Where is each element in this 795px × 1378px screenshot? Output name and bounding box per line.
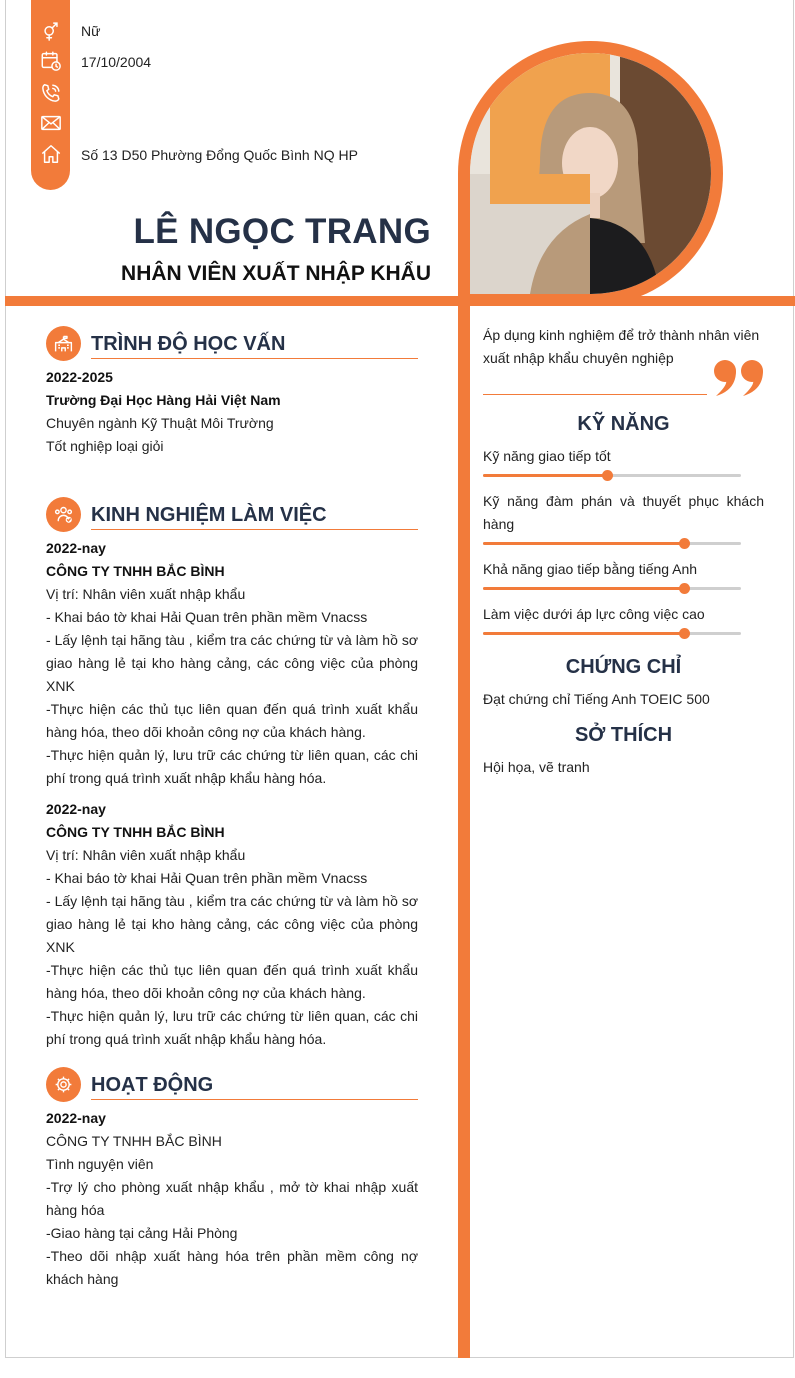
job-1-company: CÔNG TY TNHH BẮC BÌNH: [46, 563, 225, 579]
skill-label: Khả năng giao tiếp bằng tiếng Anh: [483, 561, 698, 577]
calendar-icon: [40, 50, 62, 72]
hobby-item: Hội họa, vẽ tranh: [483, 759, 590, 775]
job-2-duty: - Lấy lệnh tại hãng tàu , kiểm tra các chứng từ và làm hồ sơ giao hàng lẻ tại kho hàng cảng, các công việc của phòng XNK: [46, 893, 418, 955]
education-major: Chuyên ngành Kỹ Thuật Môi Trường: [46, 415, 274, 431]
education-title: TRÌNH ĐỘ HỌC VẤN: [91, 333, 286, 355]
skill-bar: [483, 542, 741, 545]
job-2-period: 2022-nay: [46, 801, 106, 817]
hobbies-title: SỞ THÍCH: [574, 724, 673, 746]
candidate-name: LÊ NGỌC TRANG: [133, 212, 431, 251]
skill-bar: [483, 587, 741, 590]
email-icon: [40, 112, 62, 134]
activity-task: -Trợ lý cho phòng xuất nhập khẩu , mở tờ khai nhập xuất hàng hóa: [46, 1179, 418, 1218]
school-icon: [46, 326, 81, 361]
vertical-divider: [458, 296, 470, 1358]
activities-title: HOẠT ĐỘNG: [91, 1074, 214, 1096]
job-2-duty: -Thực hiện quản lý, lưu trữ các chứng từ liên quan, các chi phí trong quá trình xuất nhập khẩu hàng hóa.: [46, 1008, 418, 1047]
job-2-duty: -Thực hiện các thủ tục liên quan đến quá trình xuất khẩu hàng hóa, theo dõi khoản công nợ của khách hàng.: [46, 962, 418, 1001]
job-title: NHÂN VIÊN XUẤT NHẬP KHẨU: [121, 262, 431, 285]
home-icon: [40, 143, 62, 165]
job-1-duty: -Thực hiện các thủ tục liên quan đến quá trình xuất khẩu hàng hóa, theo dõi khoản công nợ của khách hàng.: [46, 701, 418, 740]
skill-bar: [483, 632, 741, 635]
education-header: [46, 326, 418, 362]
birthday-value: 17/10/2004: [81, 54, 152, 70]
horizontal-divider: [5, 296, 795, 306]
activity-task: -Giao hàng tại cảng Hải Phòng: [46, 1225, 238, 1241]
skill-label: Kỹ năng đàm phán và thuyết phục khách hàng: [483, 493, 764, 532]
activity-period: 2022-nay: [46, 1110, 106, 1126]
skill-bar: [483, 474, 741, 477]
phone-icon: [40, 82, 62, 104]
activity-role: Tình nguyện viên: [46, 1156, 154, 1172]
quote-icon: [712, 352, 766, 398]
education-school: Trường Đại Học Hàng Hải Việt Nam: [46, 392, 281, 408]
education-period: 2022-2025: [46, 369, 113, 385]
career-objective: Áp dụng kinh nghiệm để trở thành nhân viên xuất nhập khẩu chuyên nghiệp: [483, 327, 760, 366]
certificates-title: CHỨNG CHỈ: [565, 656, 682, 678]
education-result: Tốt nghiệp loại giỏi: [46, 438, 164, 454]
job-1-position: Vị trí: Nhân viên xuất nhập khẩu: [46, 586, 246, 602]
gear-icon: [46, 1067, 81, 1102]
activity-task: -Theo dõi nhập xuất hàng hóa trên phần mềm công nợ khách hàng: [46, 1248, 418, 1287]
gender-icon: [40, 19, 62, 41]
job-2-company: CÔNG TY TNHH BẮC BÌNH: [46, 824, 225, 840]
skill-label: Kỹ năng giao tiếp tốt: [483, 448, 611, 464]
job-2-position: Vị trí: Nhân viên xuất nhập khẩu: [46, 847, 246, 863]
skill-label: Làm việc dưới áp lực công việc cao: [483, 606, 705, 622]
gender-value: Nữ: [81, 23, 101, 39]
address-value: Số 13 D50 Phường Đổng Quốc Bình NQ HP: [81, 147, 358, 163]
job-1-duty: - Khai báo tờ khai Hải Quan trên phần mềm Vnacss: [46, 609, 368, 625]
activity-org: CÔNG TY TNHH BẮC BÌNH: [46, 1133, 222, 1149]
job-1-duty: -Thực hiện quản lý, lưu trữ các chứng từ liên quan, các chi phí trong quá trình xuất nhập khẩu hàng hóa.: [46, 747, 418, 786]
job-2-duty: - Khai báo tờ khai Hải Quan trên phần mềm Vnacss: [46, 870, 368, 886]
skills-title: KỸ NĂNG: [577, 413, 670, 435]
certificate-item: Đạt chứng chỉ Tiếng Anh TOEIC 500: [483, 691, 710, 707]
team-icon: [46, 497, 81, 532]
activities-header: [46, 1067, 418, 1103]
experience-title: KINH NGHIỆM LÀM VIỆC: [91, 504, 327, 526]
experience-header: [46, 497, 418, 533]
job-1-duty: - Lấy lệnh tại hãng tàu , kiểm tra các chứng từ và làm hồ sơ giao hàng lẻ tại kho hàng cảng, các công việc của phòng XNK: [46, 632, 418, 694]
job-1-period: 2022-nay: [46, 540, 106, 556]
